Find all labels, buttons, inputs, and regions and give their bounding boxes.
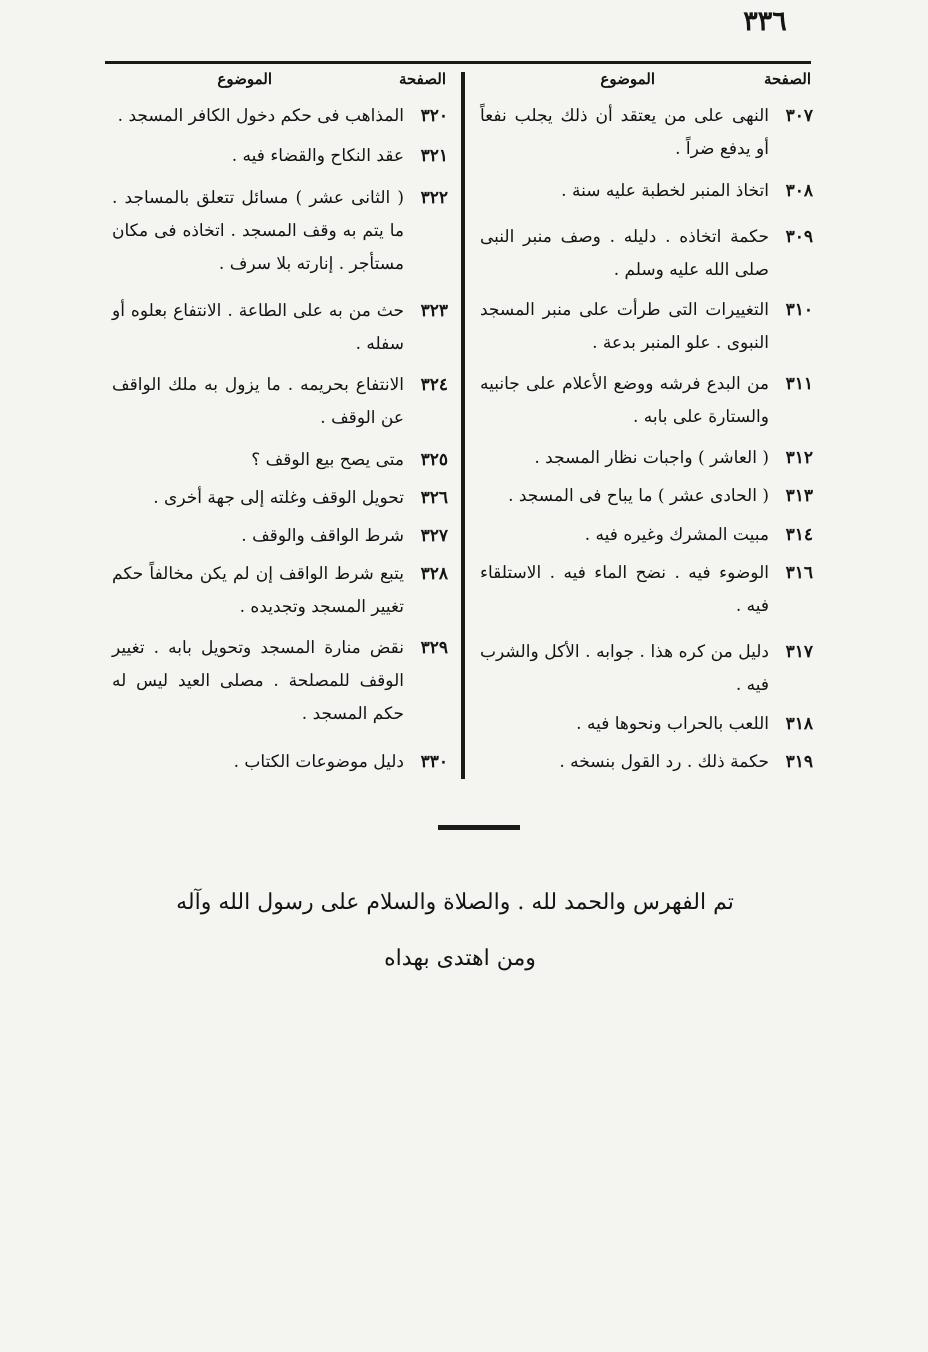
page-number: ٣٣٦ xyxy=(743,6,787,37)
entry-topic: حكمة ذلك . رد القول بنسخه . xyxy=(559,752,769,772)
entry-topic: التغييرات التى طرأت على منبر المسجد النبوى . علو المنبر بدعة . xyxy=(480,300,769,353)
column-divider xyxy=(461,72,465,779)
index-entry xyxy=(112,746,448,779)
entry-topic: الوضوء فيه . نضح الماء فيه . الاستلقاء فيه . xyxy=(480,563,769,616)
index-entry xyxy=(480,368,813,434)
entry-page-number: ٣١٦ xyxy=(785,563,813,583)
column-header xyxy=(480,64,813,94)
index-entry xyxy=(480,480,813,513)
entry-topic: عقد النكاح والقضاء فيه . xyxy=(231,146,404,166)
entry-topic: ( الثانى عشر ) مسائل تتعلق بالمساجد . ما يتم به وقف المسجد . اتخاذه فى مكان مستأجر . إنارته بلا سرف . xyxy=(112,188,404,274)
entry-topic: ( العاشر ) واجبات نظار المسجد . xyxy=(534,448,769,468)
closing-line-2: ومن اهتدى بهداه xyxy=(384,946,536,971)
index-entry xyxy=(480,100,813,166)
index-entry xyxy=(112,140,448,173)
index-entry xyxy=(112,558,448,624)
entry-topic: تحويل الوقف وغلته إلى جهة أخرى . xyxy=(153,488,404,508)
index-entry xyxy=(480,221,813,287)
index-entry xyxy=(480,557,813,623)
entry-page-number: ٣١٣ xyxy=(785,486,813,506)
entry-topic: شرط الواقف والوقف . xyxy=(241,526,404,546)
closing-line-1: تم الفهرس والحمد لله . والصلاة والسلام على رسول الله وآله xyxy=(176,890,734,915)
entry-page-number: ٣٢٢ xyxy=(420,188,448,208)
header-topic-label: الموضوع xyxy=(217,70,272,88)
entry-page-number: ٣٢٨ xyxy=(420,564,448,584)
entry-page-number: ٣١٩ xyxy=(785,752,813,772)
column-header xyxy=(112,64,448,94)
entry-topic: دليل من كره هذا . جوابه . الأكل والشرب فيه . xyxy=(480,642,769,695)
entry-topic: من البدع فرشه ووضع الأعلام على جانبيه والستارة على بابه . xyxy=(480,374,769,427)
entry-topic: المذاهب فى حكم دخول الكافر المسجد . xyxy=(117,106,404,126)
entry-topic: حكمة اتخاذه . دليله . وصف منبر النبى صلى الله عليه وسلم . xyxy=(480,227,769,280)
entry-topic: دليل موضوعات الكتاب . xyxy=(233,752,404,772)
index-entry xyxy=(480,636,813,702)
index-entry xyxy=(480,746,813,779)
entry-page-number: ٣٢٥ xyxy=(420,450,448,470)
header-page-label: الصفحة xyxy=(398,70,446,88)
entry-page-number: ٣٢٦ xyxy=(420,488,448,508)
entry-topic: متى يصح بيع الوقف ؟ xyxy=(251,450,404,470)
entry-page-number: ٣٢١ xyxy=(420,146,448,166)
entry-page-number: ٣٢٣ xyxy=(420,301,448,321)
entry-page-number: ٣٢٠ xyxy=(420,106,448,126)
entry-topic: اتخاذ المنبر لخطبة عليه سنة . xyxy=(561,181,769,201)
entry-topic: الانتفاع بحريمه . ما يزول به ملك الواقف عن الوقف . xyxy=(112,375,404,428)
entry-page-number: ٣٣٠ xyxy=(420,752,448,772)
index-entry xyxy=(112,444,448,477)
index-column-right xyxy=(480,64,813,772)
entry-topic: ( الحادى عشر ) ما يباح فى المسجد . xyxy=(508,486,769,506)
index-entry xyxy=(480,519,813,552)
index-column-left xyxy=(112,64,448,772)
index-entry xyxy=(112,182,448,281)
entry-topic: حث من به على الطاعة . الانتفاع بعلوه أو سفله . xyxy=(112,301,404,354)
index-entry xyxy=(480,294,813,360)
entry-page-number: ٣٠٨ xyxy=(785,181,813,201)
index-entry xyxy=(480,175,813,208)
index-entry xyxy=(112,100,448,133)
entry-page-number: ٣٢٧ xyxy=(420,526,448,546)
entry-page-number: ٣٠٩ xyxy=(785,227,813,247)
index-entry xyxy=(112,295,448,361)
index-entry xyxy=(112,482,448,515)
entry-page-number: ٣١٤ xyxy=(785,525,813,545)
entry-page-number: ٣٢٩ xyxy=(420,638,448,658)
header-topic-label: الموضوع xyxy=(600,70,655,88)
header-page-label: الصفحة xyxy=(763,70,811,88)
entry-page-number: ٣٠٧ xyxy=(785,106,813,126)
index-entry xyxy=(480,708,813,741)
entry-page-number: ٣٢٤ xyxy=(420,375,448,395)
entry-page-number: ٣١١ xyxy=(785,374,813,394)
index-entry xyxy=(112,369,448,435)
entry-topic: يتبع شرط الواقف إن لم يكن مخالفاً حكم تغيير المسجد وتجديده . xyxy=(112,564,404,617)
entry-page-number: ٣١٢ xyxy=(785,448,813,468)
entry-topic: النهى على من يعتقد أن ذلك يجلب نفعاً أو يدفع ضراً . xyxy=(480,106,769,159)
entry-page-number: ٣١٧ xyxy=(785,642,813,662)
entry-page-number: ٣١٨ xyxy=(785,714,813,734)
entry-topic: نقض منارة المسجد وتحويل بابه . تغيير الوقف للمصلحة . مصلى العيد ليس له حكم المسجد . xyxy=(112,638,404,724)
entry-topic: مبيت المشرك وغيره فيه . xyxy=(584,525,769,545)
entry-page-number: ٣١٠ xyxy=(785,300,813,320)
index-entry xyxy=(112,632,448,731)
end-rule xyxy=(438,825,520,830)
index-entry xyxy=(480,442,813,475)
index-entry xyxy=(112,520,448,553)
entry-topic: اللعب بالحراب ونحوها فيه . xyxy=(576,714,769,734)
